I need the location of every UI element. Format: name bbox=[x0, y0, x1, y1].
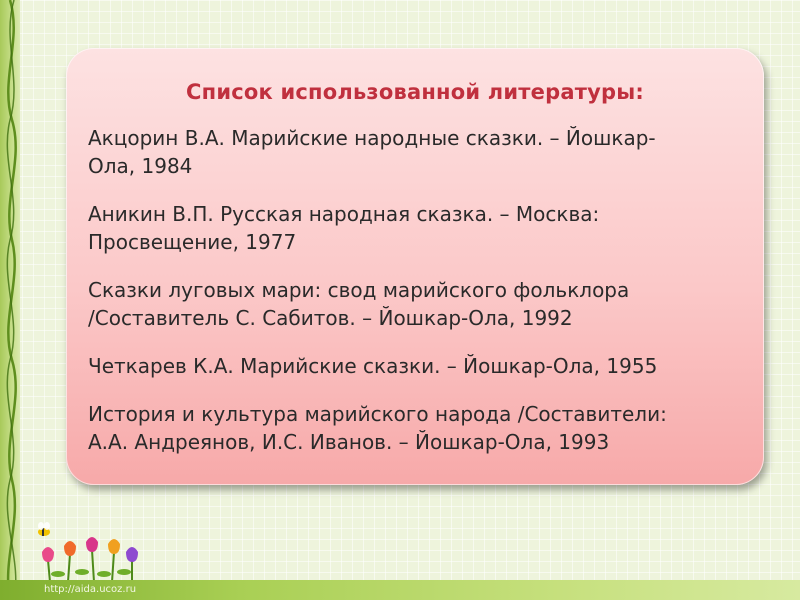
reference-item-5 bbox=[88, 400, 748, 456]
reference-line: А.А. Андреянов, И.С. Иванов. – Йошкар-Ола, 1993 bbox=[88, 430, 610, 454]
reference-line: Четкарев К.А. Марийские сказки. – Йошкар-Ола, 1955 bbox=[88, 354, 658, 378]
reference-line: Акцорин В.А. Марийские народные сказки. – Йошкар- bbox=[88, 126, 656, 150]
references-list bbox=[88, 124, 748, 476]
reference-line: Аникин В.П. Русская народная сказка. – Москва: bbox=[88, 202, 600, 226]
vine-icon bbox=[0, 0, 24, 600]
reference-line: /Составитель С. Сабитов. – Йошкар-Ола, 1992 bbox=[88, 306, 573, 330]
references-title: Список использованной литературы: bbox=[186, 80, 644, 104]
reference-item-4 bbox=[88, 352, 748, 380]
flowers-icon bbox=[28, 520, 148, 588]
reference-line: Просвещение, 1977 bbox=[88, 230, 297, 254]
reference-line: История и культура марийского народа /Составители: bbox=[88, 402, 667, 426]
references-card bbox=[66, 48, 764, 485]
bee-icon bbox=[38, 522, 50, 536]
reference-line: Ола, 1984 bbox=[88, 154, 193, 178]
reference-item-1 bbox=[88, 124, 748, 180]
site-url: http://aida.ucoz.ru bbox=[44, 584, 137, 595]
reference-line: Сказки луговых мари: свод марийского фольклора bbox=[88, 278, 630, 302]
reference-item-2 bbox=[88, 200, 748, 256]
reference-item-3 bbox=[88, 276, 748, 332]
